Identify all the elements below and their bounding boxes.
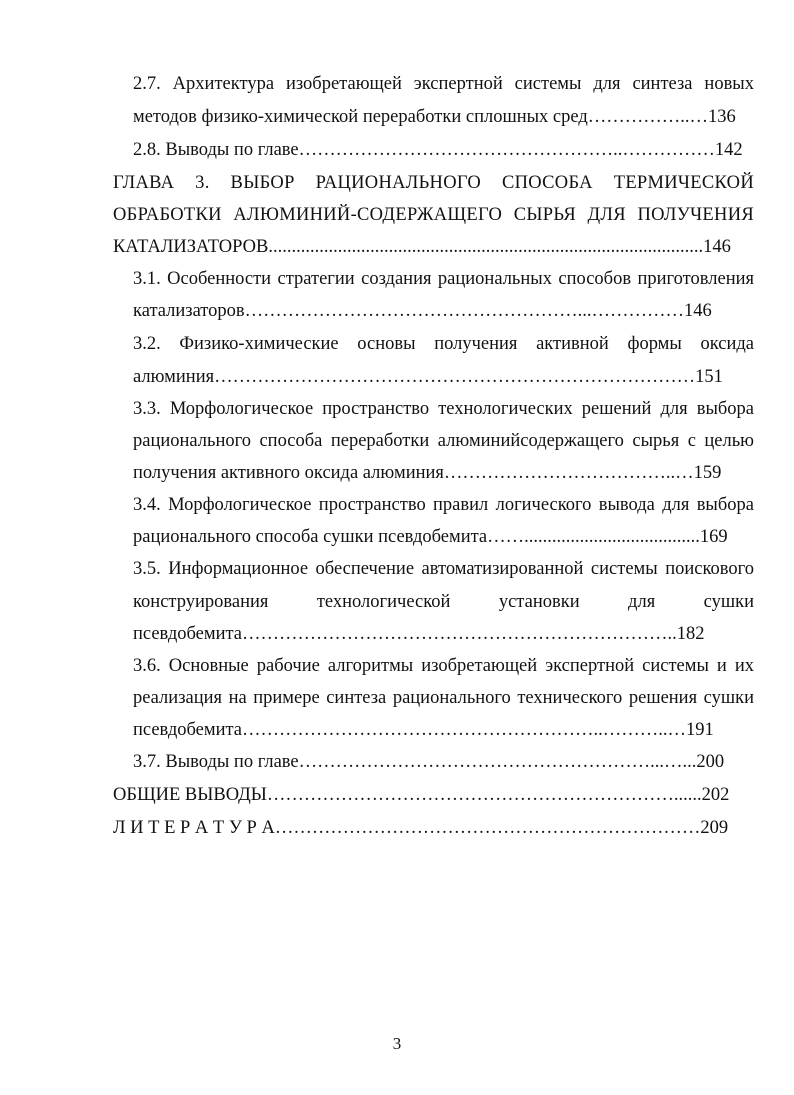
toc-entry-3-5-line-3: псевдобемита……………………………………………………………..182	[133, 624, 705, 644]
page-number: 3	[392, 1034, 402, 1053]
toc-entry-3-3-line-3: получения активного оксида алюминия………………………………..…159	[133, 463, 722, 483]
toc-entry-3-7: 3.7. Выводы по главе…………………………………………………...…...200	[133, 752, 725, 772]
toc-chapter-3-line-3: КАТАЛИЗАТОРОВ..............................................................................................146	[113, 237, 731, 257]
toc-entry-3-6-line-1: 3.6. Основные рабочие алгоритмы изобретающей экспертной системы и их	[133, 656, 754, 676]
toc-literature: Л И Т Е Р А Т У Р А……………………………………………………………209	[113, 818, 729, 838]
toc-entry-3-6-line-2: реализация на примере синтеза рационального технического решения сушки	[133, 688, 754, 708]
toc-entry-3-2-line-2: алюминия……………………………………………………………………151	[133, 367, 723, 387]
toc-entry-3-1-line-2: катализаторов………………………………………………...……………146	[133, 301, 712, 321]
toc-entry-3-3-line-1: 3.3. Морфологическое пространство технологических решений для выбора	[133, 399, 754, 419]
toc-entry-2-7-line-1: 2.7. Архитектура изобретающей экспертной системы для синтеза новых	[133, 74, 754, 94]
toc-entry-3-5-line-2: конструирования технологической установки для сушки	[133, 592, 754, 612]
toc-entry-3-6-line-3: псевдобемита…………………………………………………..………..…191	[133, 720, 714, 740]
toc-entry-3-4-line-2: рационального способа сушки псевдобемита……......................................169	[133, 527, 728, 547]
toc-entry-3-3-line-2: рационального способа переработки алюминийсодержащего сырья с целью	[133, 431, 754, 451]
toc-entry-3-2-line-1: 3.2. Физико-химические основы получения активной формы оксида	[133, 334, 754, 354]
toc-entry-3-5-line-1: 3.5. Информационное обеспечение автоматизированной системы поискового	[133, 559, 754, 579]
toc-entry-2-8: 2.8. Выводы по главе……………………………………………..……………142	[133, 140, 743, 160]
toc-entry-3-1-line-1: 3.1. Особенности стратегии создания рациональных способов приготовления	[133, 269, 754, 289]
toc-entry-2-7-line-2: методов физико-химической переработки сплошных сред……………..…136	[133, 107, 736, 127]
toc-general-conclusions: ОБЩИЕ ВЫВОДЫ…………………………………………………………......202	[113, 785, 730, 805]
toc-entry-3-4-line-1: 3.4. Морфологическое пространство правил логического вывода для выбора	[133, 495, 754, 515]
toc-chapter-3-line-1: ГЛАВА 3. ВЫБОР РАЦИОНАЛЬНОГО СПОСОБА ТЕРМИЧЕСКОЙ	[113, 173, 754, 193]
toc-chapter-3-line-2: ОБРАБОТКИ АЛЮМИНИЙ-СОДЕРЖАЩЕГО СЫРЬЯ ДЛЯ ПОЛУЧЕНИЯ	[113, 205, 754, 225]
